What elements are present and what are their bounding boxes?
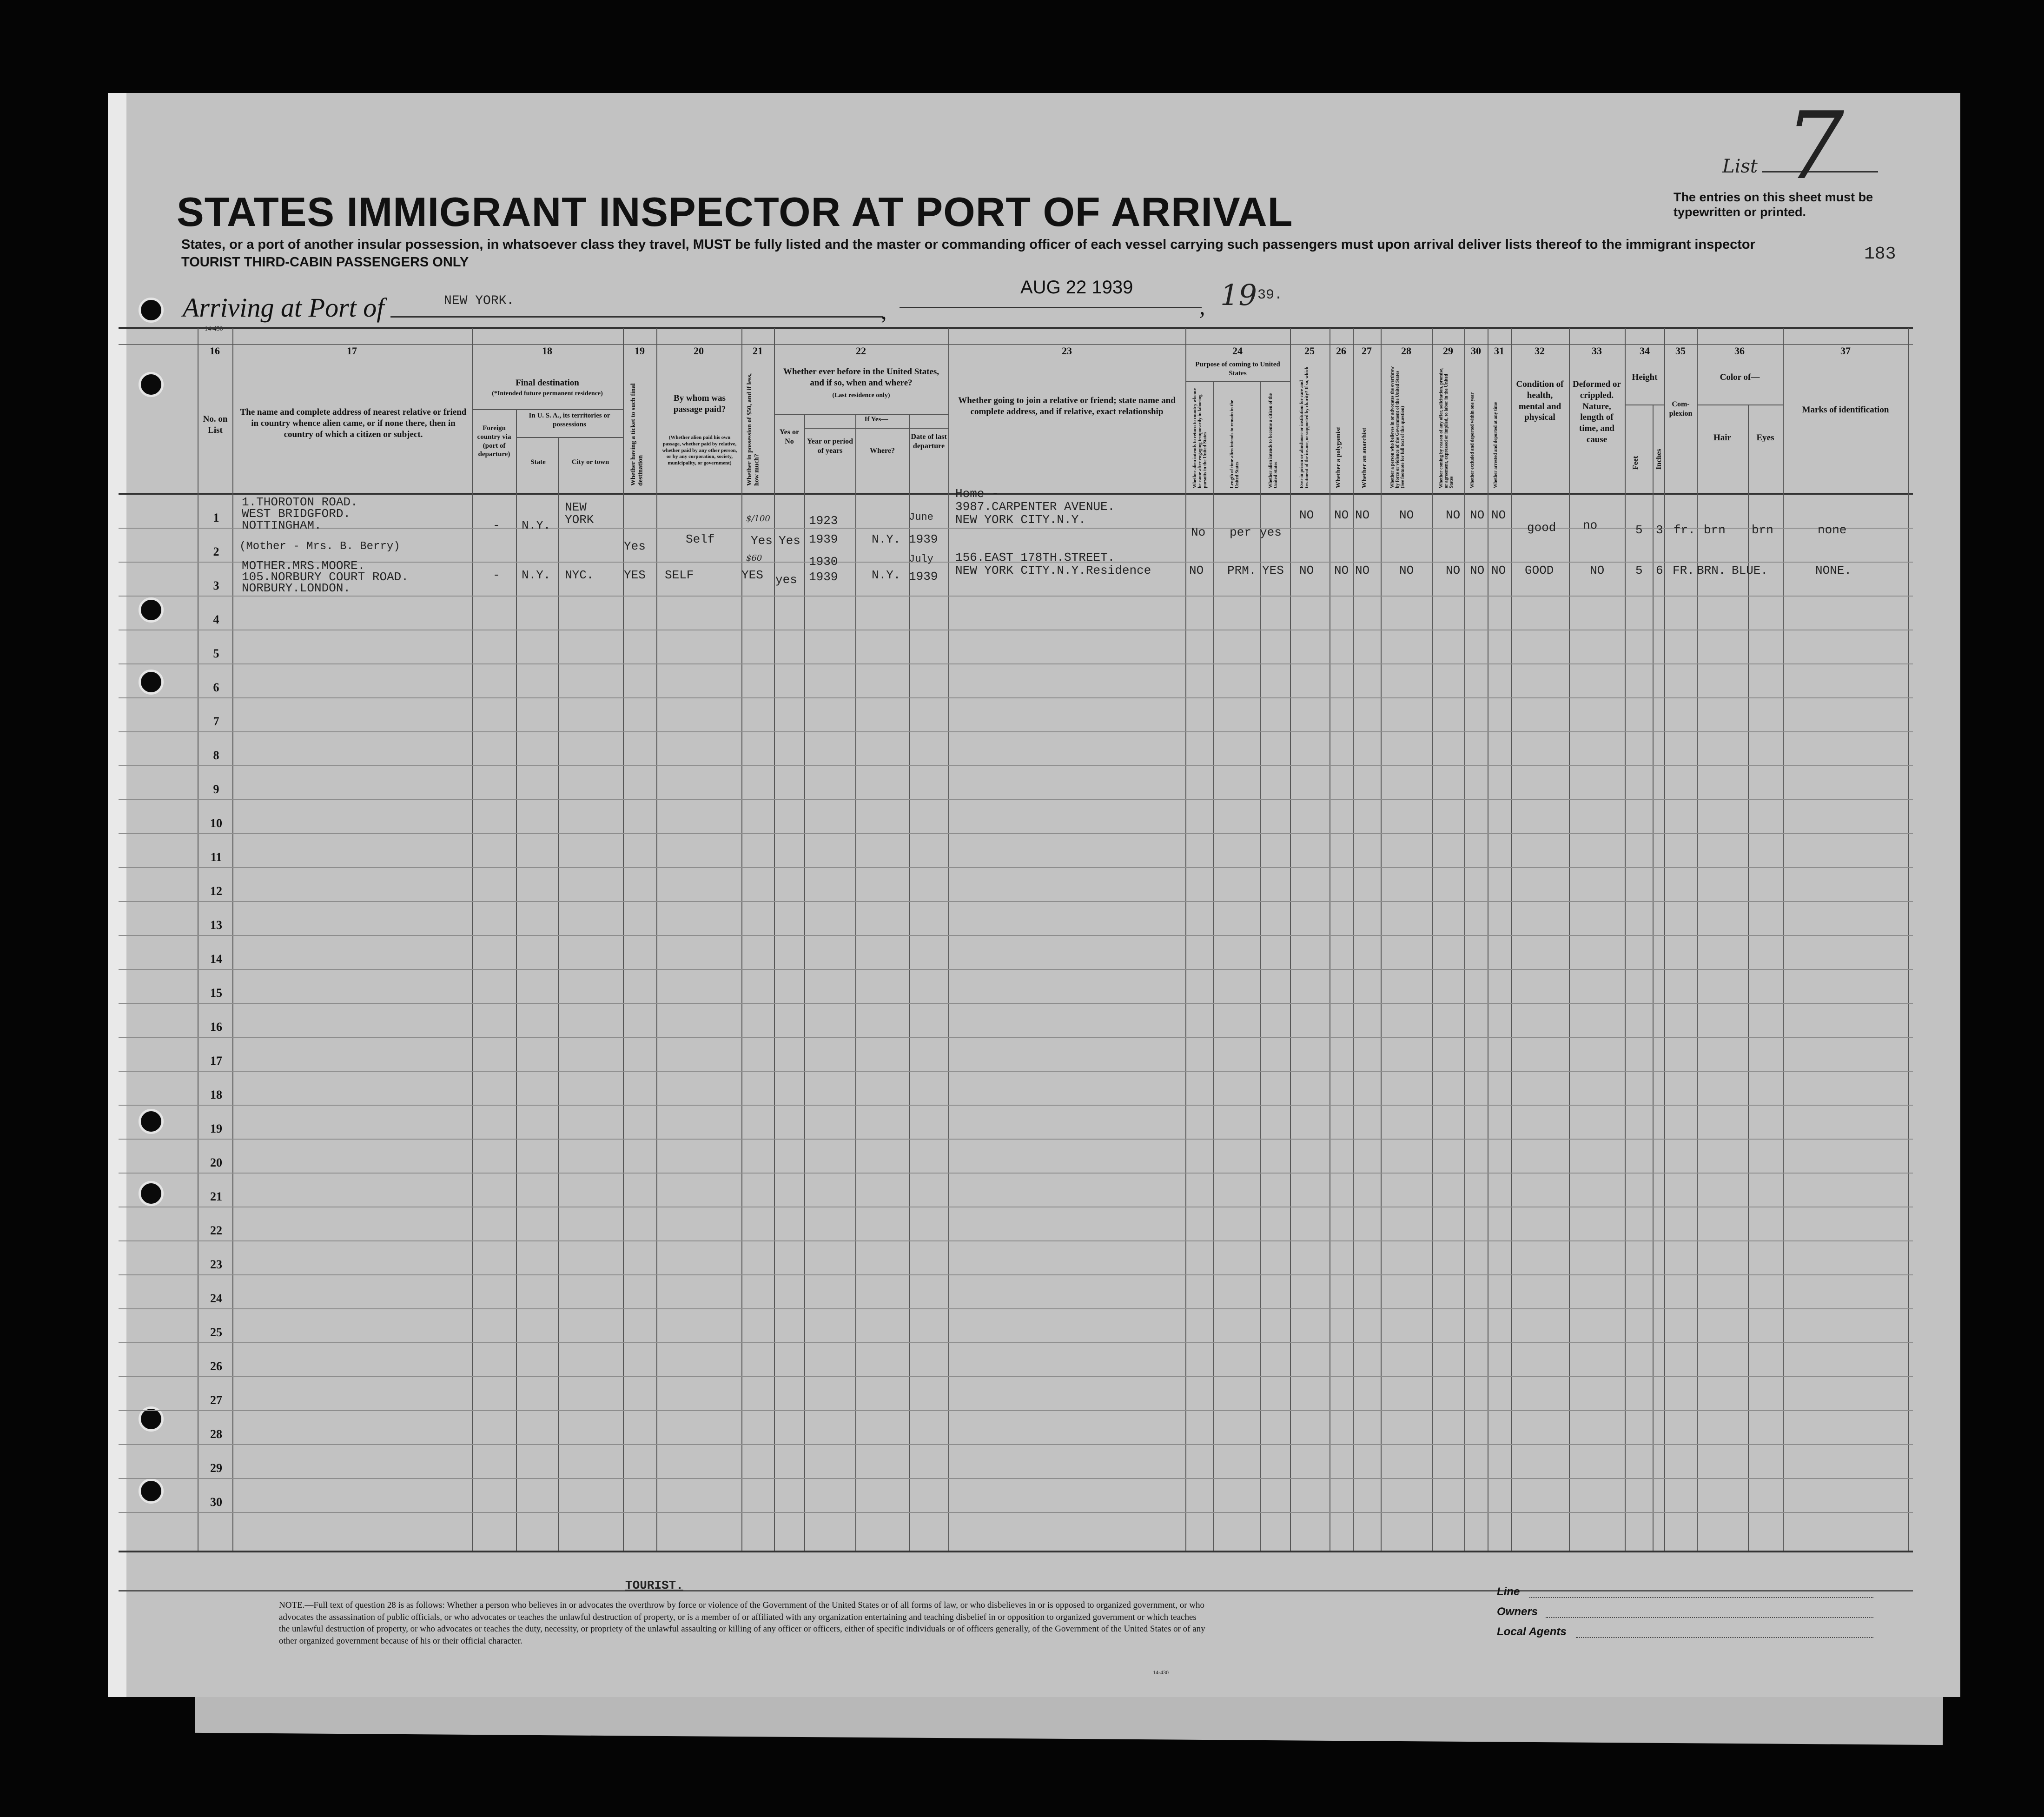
page-title: STATES IMMIGRANT INSPECTOR AT PORT OF ARRIVAL	[177, 189, 1293, 235]
column-line	[232, 328, 233, 1551]
comma: ,	[1199, 293, 1205, 319]
row-number: 25	[210, 1326, 222, 1339]
column-line	[948, 328, 949, 1551]
column-line	[855, 414, 856, 1551]
row-number: 6	[213, 681, 219, 694]
row2-purpose-length: PRM.	[1227, 564, 1257, 577]
row-number: 22	[210, 1224, 222, 1237]
header-height: Height	[1632, 372, 1658, 382]
row1-joining-line: Home -	[955, 487, 999, 501]
row-rule	[119, 1512, 1913, 1513]
row1-inches: 3	[1656, 523, 1663, 537]
column-number: 25	[1304, 345, 1315, 357]
row1-possession: Yes	[751, 534, 773, 548]
column-number: 20	[694, 345, 704, 357]
row2-feet: 5	[1635, 564, 1643, 577]
column-number: 31	[1494, 345, 1504, 357]
row-number: 10	[210, 816, 222, 830]
header-purpose-return: Whether alien intends to return to country whence he came after engaging temporarily in laboring pursuits in the United States	[1192, 387, 1208, 488]
header-inches: Inches	[1655, 449, 1663, 470]
footer-form-code: 14-430	[1153, 1669, 1169, 1676]
row1-relative-address	[242, 497, 358, 531]
owners-field	[1546, 1617, 1873, 1618]
row2-overthrow: NO	[1399, 564, 1414, 577]
row2-arrested: NO	[1491, 564, 1506, 577]
typed-note: The entries on this sheet must be typewritten or printed.	[1674, 190, 1873, 219]
header-yes-no: Yes or No	[779, 428, 800, 445]
row1-ever-before: Yes	[779, 534, 800, 548]
row-number: 2	[213, 545, 219, 558]
local-agents-label: Local Agents	[1497, 1625, 1567, 1638]
row-rule	[119, 1105, 1913, 1106]
row-number: 7	[213, 715, 219, 728]
row2-relative-line: 105.NORBURY COURT ROAD.	[242, 570, 409, 584]
row1-labor-offer: NO	[1446, 508, 1461, 522]
row-number: 4	[213, 613, 219, 626]
row-number: 1	[213, 511, 219, 524]
row2-purpose-citizen: YES	[1262, 564, 1284, 577]
header-foreign-country: Foreign country via (port of departure)	[477, 424, 511, 458]
punch-hole	[139, 298, 164, 323]
row2-possession-note: $60	[746, 553, 762, 563]
passenger-class-line: TOURIST THIRD-CABIN PASSENGERS ONLY	[181, 255, 469, 270]
column-line	[472, 328, 473, 1551]
manifest-sheet	[108, 93, 1960, 1697]
row-rule	[119, 528, 1913, 529]
column-line	[909, 414, 910, 1551]
header-purpose: Purpose of coming to United States	[1195, 361, 1280, 377]
row-number: 27	[210, 1393, 222, 1407]
row-number: 13	[210, 918, 222, 932]
owners-label: Owners	[1497, 1605, 1538, 1618]
header-possession-50: Whether in possession of $50, and if less, how much?	[746, 373, 761, 486]
column-number: 17	[347, 345, 357, 357]
row-rule	[119, 1037, 1913, 1038]
header-purpose-citizen: Whether alien intends to become a citizen of the United States	[1268, 393, 1278, 488]
header-city: City or town	[571, 458, 609, 466]
header-color-of: Color of—	[1720, 372, 1760, 382]
row-number: 21	[210, 1190, 222, 1203]
row2-inches: 6	[1656, 564, 1663, 577]
row-rule	[119, 1071, 1913, 1072]
row2-anarchist: NO	[1355, 564, 1370, 577]
line-field	[1529, 1597, 1873, 1598]
row-number: 26	[210, 1359, 222, 1373]
header-subrule	[1185, 381, 1290, 382]
header-no-on-list: No. on List	[203, 414, 228, 435]
column-line	[1625, 328, 1626, 1551]
row-number: 29	[210, 1461, 222, 1475]
row1-anarchist: NO	[1355, 508, 1370, 522]
column-number: 24	[1232, 345, 1243, 357]
column-number: 30	[1471, 345, 1481, 357]
row-rule	[119, 1444, 1913, 1445]
header-by-whom-note: (Whether alien paid his own passage, whether paid by relative, whether paid by any other person, or by any corporation, society, municipality, or government)	[662, 435, 737, 466]
row1-year-first: 1923	[809, 514, 838, 528]
row-number: 3	[213, 579, 219, 592]
header-year-period: Year or period of years	[807, 438, 853, 455]
row1-deformed: no	[1583, 518, 1598, 532]
column-number: 29	[1443, 345, 1453, 357]
row-number: 15	[210, 986, 222, 1000]
punch-hole	[139, 1109, 164, 1134]
header-by-whom: By whom was passage paid?	[673, 393, 726, 414]
header-final-destination: Final destination	[516, 378, 579, 388]
row2-polygamist: NO	[1334, 564, 1349, 577]
column-number: 33	[1592, 345, 1602, 357]
row2-prison: NO	[1299, 564, 1314, 577]
row2-labor-offer: NO	[1446, 564, 1461, 577]
column-line	[1908, 328, 1909, 1551]
header-ever-before-note: (Last residence only)	[832, 392, 890, 399]
header-relative-abroad: The name and complete address of nearest relative or friend in country whence alien came, or if none there, then in country of which a citizen or subject.	[240, 407, 467, 439]
year-prefix: 19	[1220, 278, 1257, 312]
column-line	[1664, 328, 1665, 1551]
row-rule	[119, 833, 1913, 834]
header-polygamist: Whether a polygamist	[1335, 427, 1342, 488]
footer-rule	[119, 1590, 1913, 1592]
row2-joining-line: 156.EAST 178TH.STREET.	[955, 550, 1115, 564]
column-line	[1185, 328, 1186, 1551]
row2-complexion: FR.	[1673, 564, 1694, 577]
header-ever-before: Whether ever before in the United States, and if so, when and where?	[783, 367, 939, 388]
header-date-departure: Date of last departure	[911, 433, 947, 450]
header-arrested: Whether arrested and deported at any time	[1493, 402, 1498, 488]
row-rule	[119, 1410, 1913, 1411]
row-rule	[119, 1139, 1913, 1140]
row-number: 28	[210, 1427, 222, 1441]
header-state: State	[530, 458, 546, 466]
punch-hole	[139, 1479, 164, 1504]
header-overthrow: Whether a person who believes in or advocates the overthrow by force or violence of the Government of the United States (See footnote for full text of this question)	[1390, 366, 1405, 488]
header-complexion: Com-plexion	[1669, 400, 1693, 418]
column-number: 21	[753, 345, 763, 357]
row-number: 18	[210, 1088, 222, 1101]
punch-hole	[139, 670, 164, 695]
row2-paid-by: SELF	[665, 568, 694, 582]
row-number: 5	[213, 647, 219, 660]
header-if-yes: If Yes—	[864, 416, 888, 423]
column-number: 28	[1401, 345, 1411, 357]
row2-relative-address	[242, 560, 409, 594]
row-rule	[119, 1308, 1913, 1309]
row2-deformed: NO	[1590, 564, 1605, 577]
row1-relative-line: 1.THOROTON ROAD.	[242, 495, 358, 509]
row1-arrested: NO	[1491, 508, 1506, 522]
row-rule	[119, 697, 1913, 698]
row-rule	[119, 1003, 1913, 1004]
punch-hole	[139, 1181, 164, 1206]
header-eyes: Eyes	[1756, 433, 1774, 443]
table-bottom-rule	[119, 1551, 1913, 1552]
question-28-note: NOTE.—Full text of question 28 is as follows: Whether a person who believes in or advocates the overthrow by force or violence of the Government of the United States or of all forms of law, or who disbelieves in or is opposed to organized government, or who advocates the assassination of public officials, or who advocates or teaches the unlawful destruction of property, or is a member of or affiliated with any organization entertaining and teaching disbelief in or opposition to organized government or which teaches the unlawful destruction of property, or who advocates or teaches the duty, necessity, or propriety of the unlawful assaulting or killing of any officer or officers, either of specific individuals or of officers generally, of the Government of the United States or of any other organized government because of his or their official character.	[279, 1600, 1205, 1646]
row-rule	[119, 1478, 1913, 1479]
list-label: List	[1722, 156, 1758, 177]
row-rule	[119, 596, 1913, 597]
header-final-destination-note: (*Intended future permanent residence)	[492, 390, 603, 397]
row1-health: good	[1527, 521, 1556, 535]
class-stamp: TOURIST.	[625, 1578, 683, 1592]
row-rule	[119, 1240, 1913, 1241]
row2-relative-line: NORBURY.LONDON.	[242, 581, 351, 595]
row1-joining	[955, 487, 1115, 526]
header-deformed: Deformed or crippled. Nature, length of time, and cause	[1573, 379, 1621, 444]
row-rule	[119, 901, 1913, 902]
year-suffix: 39.	[1257, 287, 1283, 303]
column-line	[1353, 328, 1354, 1551]
row-number: 23	[210, 1258, 222, 1271]
row2-relative-line: MOTHER.MRS.MOORE.	[242, 559, 365, 573]
row2-health: GOOD	[1525, 564, 1554, 577]
column-line	[1697, 328, 1698, 1551]
row2-foreign: -	[493, 568, 500, 582]
row1-joining-line: NEW YORK CITY.N.Y.	[955, 513, 1086, 527]
row1-departure-year: 1939	[909, 532, 938, 546]
port-name: NEW YORK.	[444, 294, 515, 308]
comma: ,	[881, 298, 887, 324]
column-number: 18	[542, 345, 552, 357]
punch-hole	[139, 597, 164, 623]
column-number: 37	[1840, 345, 1851, 357]
header-purpose-length: Length of time alien intends to remain in the United States	[1230, 400, 1240, 488]
column-line	[1511, 328, 1512, 1551]
column-line	[558, 437, 559, 1551]
row1-ticket: Yes	[624, 539, 646, 553]
header-subrule	[774, 414, 948, 415]
row-number: 17	[210, 1054, 222, 1068]
sheet-binding-edge	[108, 93, 126, 1697]
column-line	[774, 328, 775, 1551]
row-number: 20	[210, 1156, 222, 1169]
row2-where: N.Y.	[872, 568, 901, 582]
column-line	[1569, 328, 1570, 1551]
row-number: 30	[210, 1495, 222, 1509]
row2-city: NYC.	[565, 568, 594, 582]
date-stamp: AUG 22 1939	[1020, 277, 1133, 298]
column-line	[516, 409, 517, 1551]
header-ticket: Whether having a ticket to such final destination	[630, 383, 644, 486]
row2-joining-line: NEW YORK CITY.N.Y.Residence	[955, 564, 1151, 577]
row1-year-last: 1939	[809, 532, 838, 546]
row1-purpose-return: No	[1191, 525, 1206, 539]
row1-state: N.Y.	[522, 518, 551, 532]
row1-foreign: -	[493, 518, 500, 532]
row1-complexion: fr.	[1674, 523, 1695, 537]
local-agents-field	[1576, 1637, 1873, 1638]
header-anarchist: Whether an anarchist	[1361, 427, 1368, 488]
row2-year-last: 1939	[809, 570, 838, 584]
header-joining: Whether going to join a relative or friend; state name and complete address, and if relative, exact relationship	[958, 396, 1176, 417]
row1-overthrow: NO	[1399, 508, 1414, 522]
column-line	[1290, 328, 1291, 1551]
port-underline	[390, 316, 883, 318]
row2-year-first: 1930	[809, 555, 838, 569]
row2-hair: BRN.	[1697, 564, 1726, 577]
row1-city: NEW YORK	[565, 500, 594, 527]
column-line	[1381, 328, 1382, 1551]
row1-hair: brn	[1704, 523, 1726, 537]
punch-hole	[139, 372, 164, 397]
row-rule	[119, 765, 1913, 766]
header-feet: Feet	[1632, 456, 1640, 470]
row1-excluded: NO	[1470, 508, 1485, 522]
row-number: 8	[213, 749, 219, 762]
row2-eyes: BLUE.	[1732, 564, 1768, 577]
column-number: 34	[1640, 345, 1650, 357]
row-number: 14	[210, 952, 222, 966]
header-where: Where?	[870, 447, 895, 455]
row1-feet: 5	[1635, 523, 1643, 537]
row-rule	[119, 867, 1913, 868]
row-rule	[119, 1342, 1913, 1343]
column-number: 22	[856, 345, 866, 357]
row2-possession: YES	[741, 568, 763, 582]
column-number: 27	[1362, 345, 1372, 357]
row1-where: N.Y.	[872, 532, 901, 546]
column-line	[1653, 405, 1654, 1551]
row2-ever-before: yes	[775, 573, 797, 587]
column-line	[1260, 381, 1261, 1551]
row1-purpose-citizen: yes	[1260, 525, 1282, 539]
row2-ticket: YES	[624, 568, 646, 582]
header-subrule	[516, 437, 623, 438]
column-line	[1464, 328, 1465, 1551]
row-rule	[119, 935, 1913, 936]
row1-possession-note: $/100	[746, 514, 770, 524]
row1-relative-name: (Mother - Mrs. B. Berry)	[239, 540, 400, 553]
column-number: 32	[1535, 345, 1545, 357]
header-subrule	[472, 409, 623, 410]
header-subrule	[804, 428, 948, 429]
date-underline	[900, 307, 1202, 308]
list-number: 7	[1785, 92, 1845, 200]
column-number: 23	[1062, 345, 1072, 357]
column-number: 16	[210, 345, 220, 357]
row1-marks: none	[1818, 523, 1847, 537]
row-number: 9	[213, 783, 219, 796]
column-number: 35	[1675, 345, 1686, 357]
row1-prison: NO	[1299, 508, 1314, 522]
arriving-label: Arriving at Port of	[183, 292, 384, 323]
header-prison: Ever in prison or almshouse or institution for care and treatment of the insane, or supported by charity? If so, which	[1299, 366, 1310, 488]
column-line	[1213, 381, 1214, 1551]
row2-departure-year: 1939	[909, 570, 938, 584]
header-labor-offer: Whether coming by reason of any offer, solicitation, promise, or agreement, expressed or implied, to labor in the United States	[1439, 367, 1454, 488]
row2-excluded: NO	[1470, 564, 1485, 577]
header-in-usa: In U. S. A., its territories or possessions	[529, 412, 610, 428]
row1-departure-month: June	[909, 511, 933, 523]
row-number: 11	[210, 850, 222, 864]
column-line	[804, 414, 805, 1551]
column-number: 19	[635, 345, 645, 357]
page-subtitle: States, or a port of another insular possession, in whatsoever class they travel, MUST be fully listed and the master or commanding officer of each vessel carrying such passengers must upon arrival deliver lists thereof to the immigrant inspector	[181, 237, 1755, 252]
column-line	[1783, 328, 1784, 1551]
row1-joining-line: 3987.CARPENTER AVENUE.	[955, 500, 1115, 514]
header-marks: Marks of identification	[1802, 405, 1889, 415]
column-number: 26	[1336, 345, 1346, 357]
row-rule	[119, 1376, 1913, 1377]
row2-purpose-return: NO	[1189, 564, 1204, 577]
row2-departure-month: July	[909, 553, 933, 565]
row1-eyes: brn	[1752, 523, 1773, 537]
row-rule	[119, 1274, 1913, 1275]
row1-purpose-length: per	[1230, 525, 1251, 539]
page-number: 183	[1864, 244, 1896, 264]
row2-state: N.Y.	[522, 568, 551, 582]
row-rule	[119, 969, 1913, 970]
row1-relative-line: NOTTINGHAM.	[242, 518, 322, 532]
row1-relative-line: WEST BRIDGFORD.	[242, 507, 351, 521]
column-line	[623, 328, 624, 1551]
table-top-rule	[119, 327, 1913, 329]
row-number: 16	[210, 1020, 222, 1034]
column-line	[656, 328, 657, 1551]
row-number: 12	[210, 884, 222, 898]
row1-paid-by: Self	[686, 532, 715, 546]
row2-marks: NONE.	[1815, 564, 1852, 577]
row2-joining	[955, 551, 1151, 577]
row-number: 24	[210, 1292, 222, 1305]
row-rule	[119, 731, 1913, 732]
header-excluded: Whether excluded and deported within one year	[1470, 392, 1475, 488]
header-health: Condition of health, mental and physical	[1516, 379, 1564, 423]
column-line	[741, 328, 742, 1551]
header-hair: Hair	[1713, 433, 1731, 443]
row-rule	[119, 663, 1913, 664]
column-number: 36	[1734, 345, 1745, 357]
row-rule	[119, 799, 1913, 800]
line-label: Line	[1497, 1585, 1520, 1598]
row-rule	[119, 1173, 1913, 1174]
row-number: 19	[210, 1122, 222, 1135]
row1-polygamist: NO	[1334, 508, 1349, 522]
column-line	[1432, 328, 1433, 1551]
